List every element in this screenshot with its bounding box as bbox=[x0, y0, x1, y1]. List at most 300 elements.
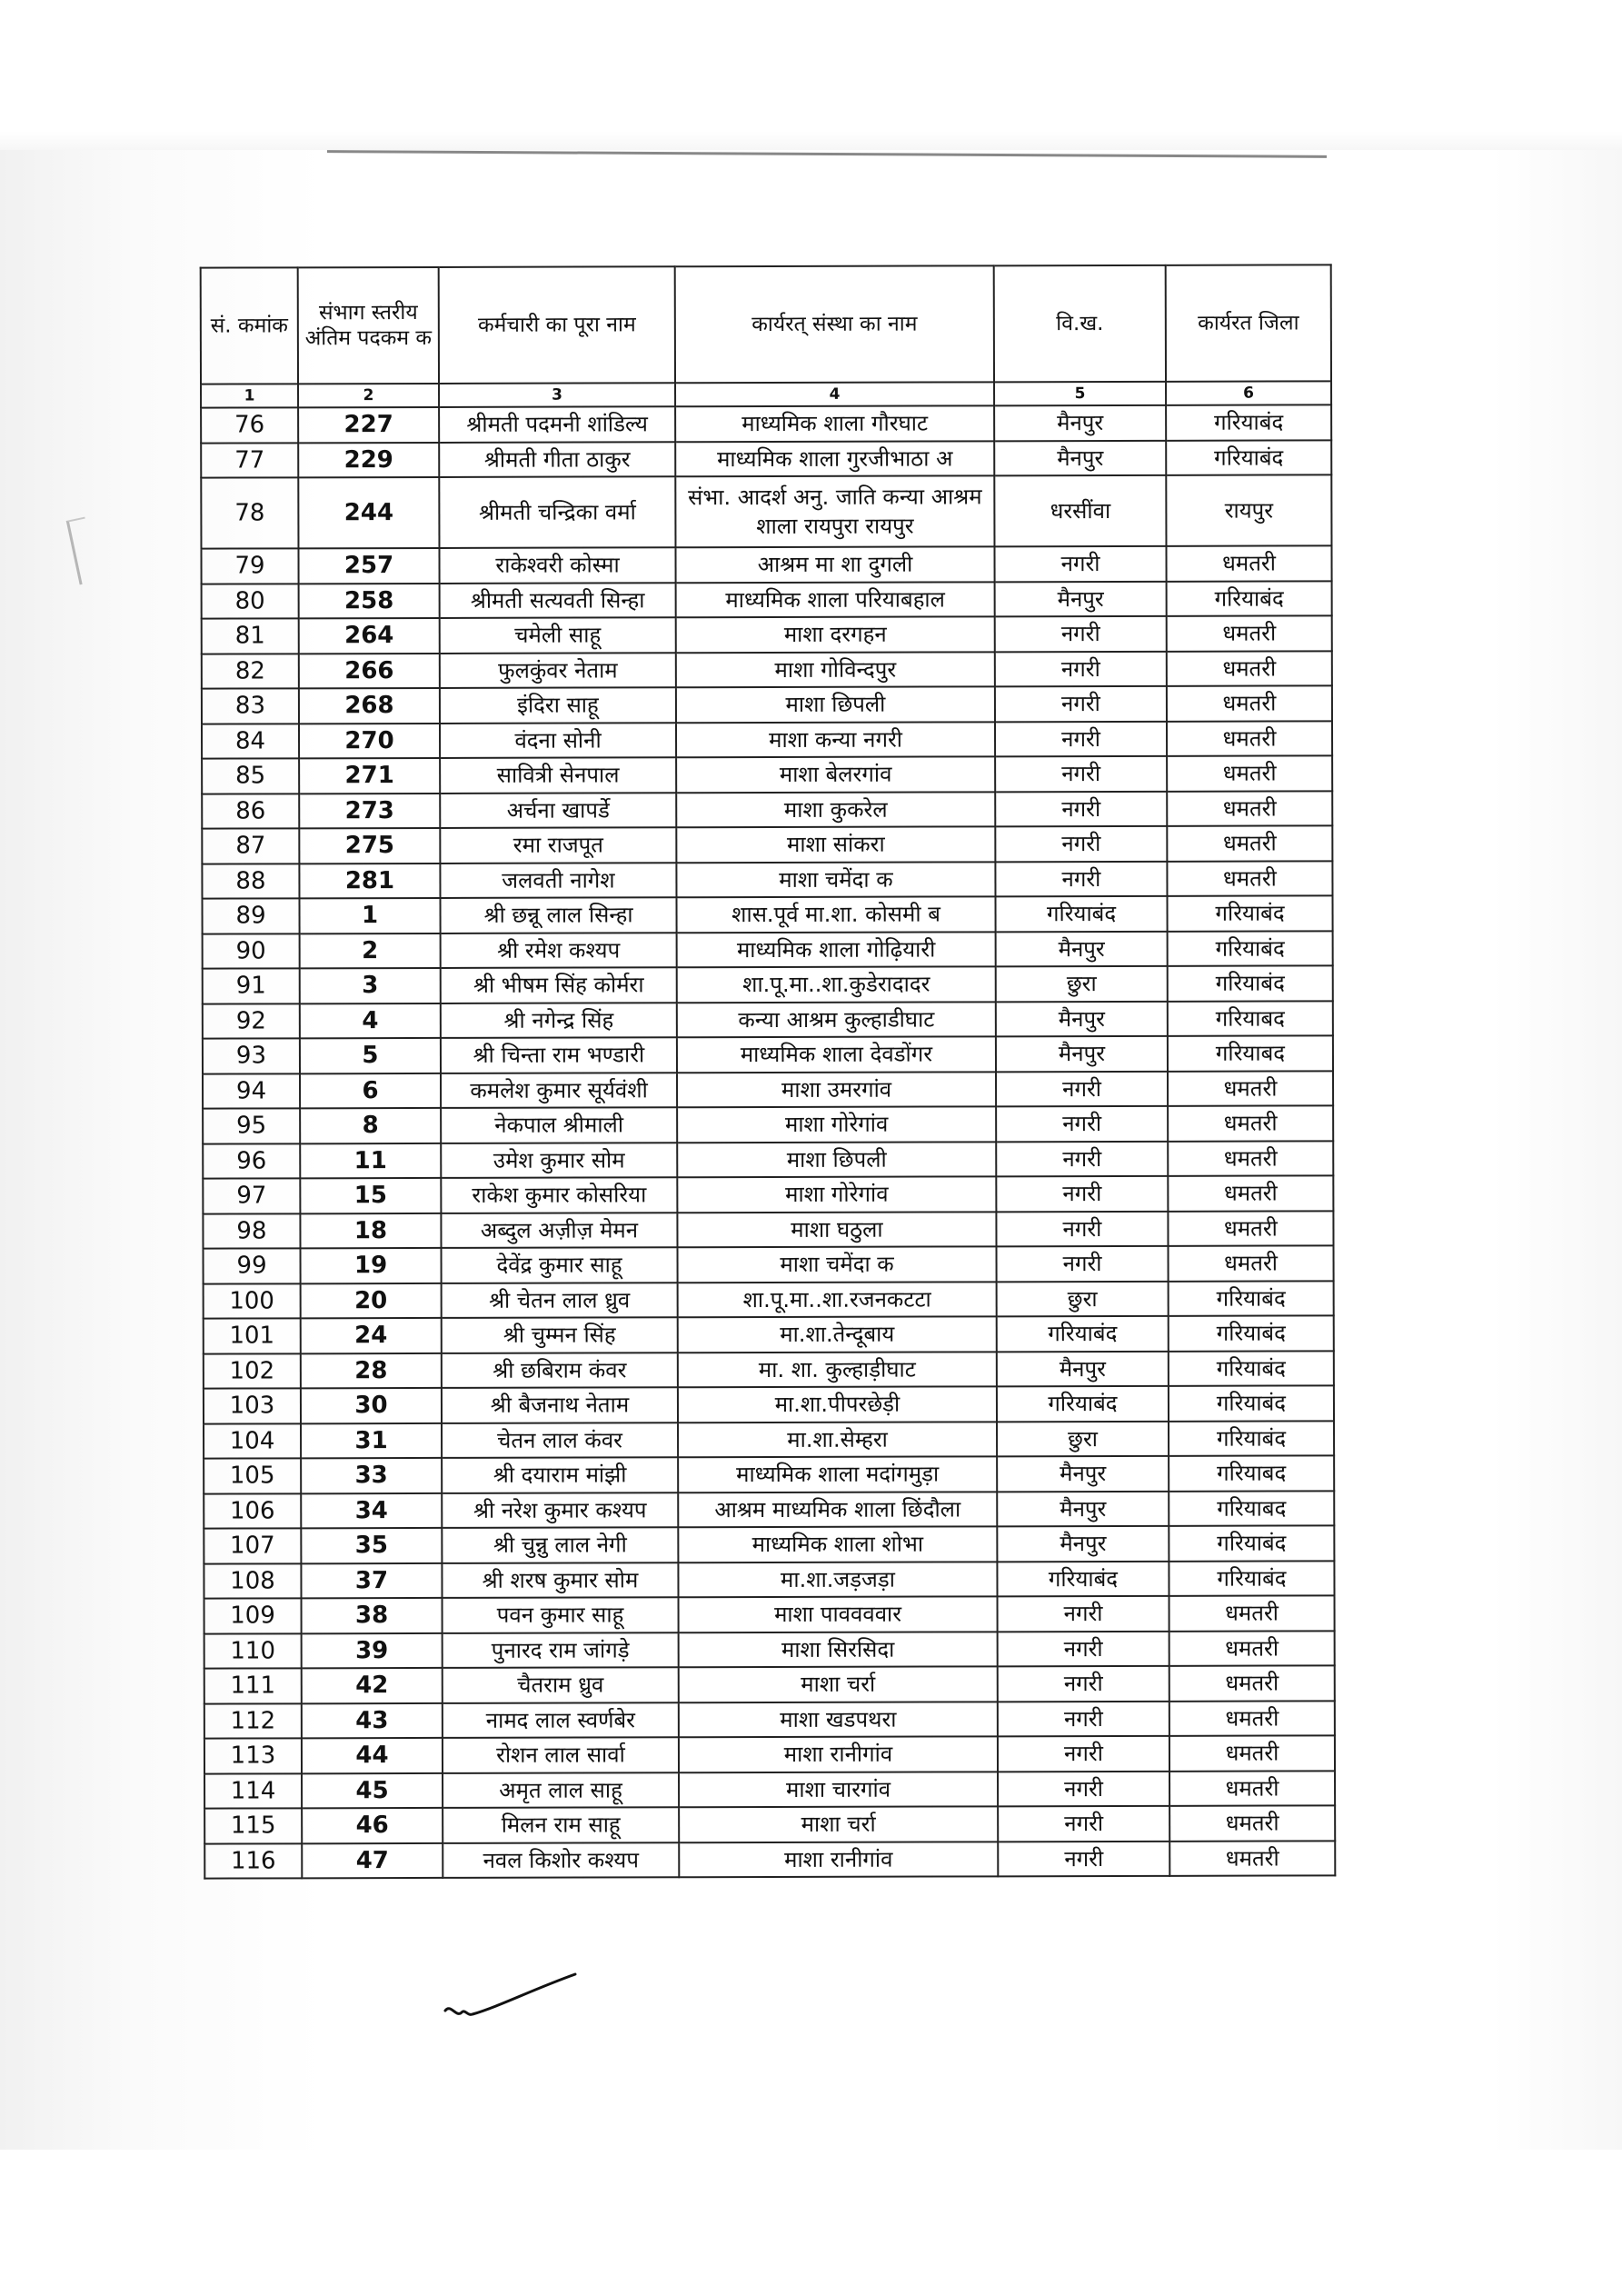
rank-cell: 227 bbox=[298, 407, 439, 443]
block-cell: मैनपुर bbox=[997, 1351, 1169, 1386]
serial-number-cell: 115 bbox=[204, 1808, 302, 1843]
institution-cell: माशा सांकरा bbox=[676, 826, 995, 862]
table-row bbox=[204, 1735, 1335, 1773]
employee-name-cell: श्रीमती गीता ठाकुर bbox=[439, 442, 675, 477]
serial-number-cell: 87 bbox=[202, 828, 299, 863]
block-cell: नगरी bbox=[996, 1211, 1168, 1246]
employee-name-cell: श्री चुम्मन सिंह bbox=[442, 1317, 678, 1353]
employee-name-cell: श्रीमती चन्द्रिका वर्मा bbox=[439, 476, 675, 548]
district-cell: धमतरी bbox=[1169, 1735, 1335, 1771]
block-cell: नगरी bbox=[997, 1246, 1169, 1282]
serial-number-cell: 110 bbox=[204, 1633, 302, 1669]
employee-name-cell: फुलकुंवर नेताम bbox=[440, 653, 676, 688]
table-body bbox=[201, 404, 1335, 1878]
column-number: 2 bbox=[298, 384, 439, 407]
institution-cell: माशा रानीगांव bbox=[679, 1842, 998, 1877]
table-row bbox=[203, 965, 1333, 1003]
district-cell: धमतरी bbox=[1168, 1175, 1333, 1211]
serial-number-cell: 97 bbox=[203, 1178, 300, 1213]
column-number-row bbox=[201, 381, 1331, 407]
employee-name-cell: श्रीमती पदमनी शांडिल्य bbox=[439, 406, 675, 442]
table-row bbox=[202, 825, 1332, 863]
district-cell: धमतरी bbox=[1169, 1841, 1335, 1876]
employee-name-cell: अब्दुल अज़ीज़ मेमन bbox=[441, 1213, 677, 1248]
district-cell: धमतरी bbox=[1169, 1701, 1335, 1736]
serial-number-cell: 113 bbox=[204, 1738, 302, 1773]
table-row bbox=[204, 1595, 1335, 1633]
rank-cell: 19 bbox=[301, 1248, 442, 1283]
institution-cell: आश्रम मा शा दुगली bbox=[675, 546, 994, 582]
district-cell: धमतरी bbox=[1166, 545, 1331, 581]
header-serial: सं. कमांक bbox=[201, 267, 298, 384]
rank-cell: 257 bbox=[298, 548, 439, 584]
block-cell: मैनपुर bbox=[996, 931, 1168, 966]
rank-cell: 30 bbox=[301, 1388, 442, 1423]
block-cell: नगरी bbox=[998, 1736, 1169, 1772]
block-cell: नगरी bbox=[998, 1631, 1169, 1666]
institution-cell: माशा दरगहन bbox=[676, 616, 995, 652]
column-number: 5 bbox=[994, 382, 1166, 405]
table-row bbox=[204, 1665, 1335, 1703]
serial-number-cell: 82 bbox=[202, 654, 299, 689]
rank-cell: 28 bbox=[301, 1353, 442, 1388]
district-cell: रायपुर bbox=[1166, 474, 1331, 545]
rank-cell: 2 bbox=[300, 933, 441, 968]
table-row bbox=[203, 1105, 1333, 1143]
block-cell: नगरी bbox=[996, 1141, 1168, 1176]
staff-table bbox=[200, 264, 1337, 1879]
institution-cell: माशा छिपली bbox=[676, 686, 995, 722]
institution-cell: शास.पूर्व मा.शा. कोसमी ब bbox=[676, 896, 995, 932]
scan-background bbox=[0, 0, 1622, 155]
employee-name-cell: पवन कुमार साहू bbox=[443, 1597, 679, 1632]
table-row bbox=[204, 1841, 1335, 1879]
column-number: 4 bbox=[675, 382, 994, 406]
district-cell: धमतरी bbox=[1169, 1595, 1335, 1631]
institution-cell: माध्यमिक शाला गोढ़ियारी bbox=[677, 932, 996, 967]
table-row bbox=[202, 861, 1332, 899]
block-cell: नगरी bbox=[998, 1841, 1169, 1876]
block-cell: नगरी bbox=[996, 1176, 1168, 1212]
rank-cell: 44 bbox=[302, 1738, 443, 1773]
block-cell: नगरी bbox=[996, 1106, 1168, 1142]
block-cell: नगरी bbox=[995, 616, 1167, 652]
table-row bbox=[202, 791, 1332, 829]
table-row bbox=[201, 545, 1331, 584]
rank-cell: 5 bbox=[300, 1038, 441, 1073]
table-row bbox=[204, 1491, 1334, 1529]
table-row bbox=[201, 474, 1331, 548]
rank-cell: 34 bbox=[301, 1492, 442, 1528]
institution-cell: माशा कन्या नगरी bbox=[676, 722, 995, 757]
table-row bbox=[203, 931, 1333, 969]
column-number: 1 bbox=[201, 384, 298, 407]
serial-number-cell: 90 bbox=[203, 933, 300, 969]
serial-number-cell: 100 bbox=[204, 1283, 301, 1319]
table-header-row bbox=[201, 265, 1331, 384]
table-row bbox=[202, 755, 1332, 794]
rank-cell: 6 bbox=[300, 1073, 441, 1108]
table-row bbox=[201, 404, 1331, 443]
institution-cell: माध्यमिक शाला देवडोंगर bbox=[677, 1036, 996, 1072]
rank-cell: 37 bbox=[301, 1562, 442, 1598]
block-cell: नगरी bbox=[995, 826, 1167, 862]
serial-number-cell: 76 bbox=[201, 407, 298, 443]
institution-cell: माध्यमिक शाला गौरघाट bbox=[675, 405, 994, 441]
serial-number-cell: 111 bbox=[204, 1668, 302, 1703]
district-cell: धमतरी bbox=[1169, 1805, 1335, 1841]
district-cell: धमतरी bbox=[1167, 791, 1332, 826]
district-cell: गरियाबंद bbox=[1169, 1281, 1334, 1316]
district-cell: धमतरी bbox=[1169, 1245, 1334, 1281]
table-row bbox=[202, 685, 1332, 724]
institution-cell: शा.पू.मा..शा.कुडेरादादर bbox=[677, 966, 996, 1002]
employee-name-cell: पुनारद राम जांगड़े bbox=[443, 1632, 679, 1668]
serial-number-cell: 93 bbox=[203, 1038, 300, 1073]
institution-cell: माशा रानीगांव bbox=[679, 1736, 998, 1772]
rank-cell: 11 bbox=[300, 1143, 441, 1178]
serial-number-cell: 81 bbox=[202, 618, 299, 654]
employee-name-cell: जलवती नागेश bbox=[440, 863, 676, 898]
header-employee-name: कर्मचारी का पूरा नाम bbox=[439, 266, 675, 384]
district-cell: गरियाबंद bbox=[1169, 1315, 1334, 1351]
rank-cell: 46 bbox=[302, 1808, 443, 1843]
district-cell: गरियाबद bbox=[1169, 1455, 1334, 1491]
district-cell: गरियाबंद bbox=[1169, 1561, 1334, 1596]
serial-number-cell: 80 bbox=[202, 584, 299, 619]
header-district: कार्यरत जिला bbox=[1166, 265, 1331, 381]
employee-name-cell: चैतराम ध्रुव bbox=[443, 1667, 679, 1702]
table-row bbox=[204, 1421, 1334, 1459]
institution-cell: माशा छिपली bbox=[677, 1142, 996, 1177]
district-cell: धमतरी bbox=[1168, 1071, 1333, 1106]
institution-cell: मा.शा.जड़जड़ा bbox=[678, 1562, 997, 1597]
institution-cell: माध्यमिक शाला शोभा bbox=[678, 1526, 997, 1562]
institution-cell: माध्यमिक शाला मदांगमुड़ा bbox=[678, 1456, 997, 1492]
rank-cell: 229 bbox=[298, 442, 439, 477]
block-cell: गरियाबंद bbox=[997, 1386, 1169, 1422]
institution-cell: माध्यमिक शाला गुरजीभाठा अ bbox=[675, 441, 994, 476]
rank-cell: 275 bbox=[299, 828, 440, 863]
employee-name-cell: चमेली साहू bbox=[440, 617, 676, 653]
district-cell: धमतरी bbox=[1167, 685, 1332, 721]
institution-cell: मा. शा. कुल्हाड़ीघाट bbox=[678, 1352, 997, 1387]
serial-number-cell: 84 bbox=[202, 724, 299, 759]
block-cell: नगरी bbox=[998, 1806, 1169, 1842]
employee-name-cell: श्री रमेश कश्यप bbox=[441, 933, 677, 968]
institution-cell: माशा चमेंदा क bbox=[678, 1246, 997, 1282]
block-cell: छुरा bbox=[996, 966, 1168, 1002]
rank-cell: 31 bbox=[301, 1423, 442, 1458]
table-row bbox=[203, 1175, 1333, 1213]
table-row bbox=[201, 440, 1331, 478]
employee-name-cell: श्रीमती सत्यवती सिन्हा bbox=[440, 583, 676, 618]
district-cell: गरियाबद bbox=[1168, 1035, 1333, 1071]
district-cell: धमतरी bbox=[1168, 1141, 1333, 1176]
district-cell: गरियाबंद bbox=[1169, 1351, 1334, 1386]
block-cell: गरियाबंद bbox=[997, 1316, 1169, 1352]
employee-name-cell: रमा राजपूत bbox=[440, 827, 676, 863]
district-cell: गरियाबंद bbox=[1167, 895, 1332, 931]
serial-number-cell: 104 bbox=[204, 1423, 301, 1459]
column-number: 3 bbox=[439, 383, 675, 407]
block-cell: मैनपुर bbox=[997, 1456, 1169, 1492]
district-cell: गरियाबंद bbox=[1169, 1421, 1334, 1456]
institution-cell: माशा चर्रा bbox=[679, 1666, 998, 1702]
table-row bbox=[204, 1351, 1334, 1389]
rank-cell: 271 bbox=[299, 758, 440, 794]
table-row bbox=[204, 1455, 1334, 1493]
district-cell: गरियाबद bbox=[1169, 1491, 1334, 1526]
employee-name-cell: श्री छबिराम कंवर bbox=[442, 1353, 678, 1388]
serial-number-cell: 112 bbox=[204, 1703, 302, 1739]
institution-cell: माशा सिरसिदा bbox=[679, 1632, 998, 1667]
block-cell: मैनपुर bbox=[995, 581, 1167, 616]
serial-number-cell: 99 bbox=[204, 1248, 301, 1283]
serial-number-cell: 103 bbox=[204, 1388, 301, 1423]
table-row bbox=[204, 1385, 1334, 1423]
institution-cell: माशा गोरेगांव bbox=[677, 1176, 996, 1212]
employee-name-cell: उमेश कुमार सोम bbox=[441, 1143, 677, 1178]
table-row bbox=[204, 1525, 1334, 1563]
institution-cell: माशा बेलरगांव bbox=[676, 756, 995, 792]
rank-cell: 3 bbox=[300, 968, 441, 1003]
block-cell: मैनपुर bbox=[994, 440, 1166, 475]
district-cell: धमतरी bbox=[1167, 651, 1332, 686]
rank-cell: 264 bbox=[299, 618, 440, 654]
table-row bbox=[203, 1071, 1333, 1109]
rank-cell: 24 bbox=[301, 1318, 442, 1353]
serial-number-cell: 98 bbox=[203, 1213, 300, 1249]
block-cell: मैनपुर bbox=[997, 1491, 1169, 1526]
block-cell: नगरी bbox=[995, 756, 1167, 792]
block-cell: नगरी bbox=[998, 1771, 1169, 1806]
table-row bbox=[203, 1141, 1333, 1179]
district-cell: गरियाबंद bbox=[1167, 581, 1332, 616]
employee-name-cell: श्री चेतन लाल ध्रुव bbox=[442, 1283, 678, 1318]
district-cell: गरियाबंद bbox=[1166, 404, 1331, 440]
rank-cell: 20 bbox=[301, 1283, 442, 1318]
rank-cell: 45 bbox=[302, 1772, 443, 1808]
employee-name-cell: चेतन लाल कंवर bbox=[442, 1423, 678, 1458]
serial-number-cell: 77 bbox=[201, 443, 298, 478]
serial-number-cell: 78 bbox=[201, 477, 298, 548]
rank-cell: 258 bbox=[299, 583, 440, 618]
rank-cell: 33 bbox=[301, 1458, 442, 1493]
employee-name-cell: राकेश्वरी कोस्मा bbox=[439, 547, 675, 583]
staff-table-container bbox=[200, 264, 1335, 1879]
institution-cell: शा.पू.मा..शा.रजनकटटा bbox=[678, 1282, 997, 1317]
employee-name-cell: श्री भीषम सिंह कोर्मरा bbox=[441, 967, 677, 1003]
serial-number-cell: 102 bbox=[204, 1353, 301, 1389]
serial-number-cell: 116 bbox=[204, 1843, 302, 1879]
rank-cell: 281 bbox=[299, 863, 440, 898]
institution-cell: माशा खडपथरा bbox=[679, 1702, 998, 1737]
block-cell: नगरी bbox=[998, 1596, 1169, 1632]
rank-cell: 47 bbox=[302, 1842, 443, 1878]
serial-number-cell: 89 bbox=[202, 898, 299, 933]
block-cell: नगरी bbox=[995, 686, 1167, 722]
block-cell: मैनपुर bbox=[994, 405, 1166, 441]
table-row bbox=[204, 1315, 1334, 1353]
institution-cell: मा.शा.तेन्दूबाय bbox=[678, 1316, 997, 1352]
rank-cell: 1 bbox=[299, 898, 440, 933]
employee-name-cell: अर्चना खापर्डे bbox=[440, 793, 676, 828]
header-block: वि.ख. bbox=[994, 265, 1166, 382]
handwritten-signature-icon bbox=[443, 1971, 580, 2025]
district-cell: धमतरी bbox=[1167, 755, 1332, 791]
rank-cell: 18 bbox=[300, 1213, 441, 1248]
block-cell: गरियाबंद bbox=[995, 896, 1167, 932]
table-row bbox=[204, 1771, 1335, 1809]
employee-name-cell: श्री बैजनाथ नेताम bbox=[442, 1387, 678, 1423]
employee-name-cell: राकेश कुमार कोसरिया bbox=[441, 1177, 677, 1213]
employee-name-cell: देवेंद्र कुमार साहू bbox=[442, 1247, 678, 1283]
rank-cell: 4 bbox=[300, 1003, 441, 1038]
rank-cell: 273 bbox=[299, 793, 440, 828]
column-number: 6 bbox=[1166, 381, 1331, 404]
employee-name-cell: श्री नरेश कुमार कश्यप bbox=[442, 1492, 678, 1528]
table-row bbox=[203, 1001, 1333, 1039]
employee-name-cell: वंदना सोनी bbox=[440, 723, 676, 758]
employee-name-cell: श्री चिन्ता राम भण्डारी bbox=[441, 1037, 677, 1073]
employee-name-cell: श्री नगेन्द्र सिंह bbox=[441, 1003, 677, 1038]
serial-number-cell: 91 bbox=[203, 968, 300, 1003]
rank-cell: 270 bbox=[299, 723, 440, 758]
block-cell: धरसींवा bbox=[994, 475, 1166, 546]
rank-cell: 266 bbox=[299, 653, 440, 688]
table-row bbox=[204, 1245, 1334, 1283]
district-cell: धमतरी bbox=[1168, 1105, 1333, 1141]
block-cell: मैनपुर bbox=[997, 1526, 1169, 1562]
table-row bbox=[202, 721, 1332, 759]
institution-cell: माशा चारगांव bbox=[679, 1772, 998, 1807]
serial-number-cell: 106 bbox=[204, 1493, 301, 1529]
institution-cell: माशा घठुला bbox=[677, 1212, 996, 1247]
employee-name-cell: श्री छन्नू लाल सिन्हा bbox=[440, 897, 676, 933]
employee-name-cell: नामद लाल स्वर्णबेर bbox=[443, 1702, 679, 1738]
serial-number-cell: 79 bbox=[201, 548, 298, 584]
serial-number-cell: 88 bbox=[202, 863, 299, 899]
rank-cell: 244 bbox=[298, 477, 439, 548]
district-cell: गरियाबंद bbox=[1169, 1385, 1334, 1421]
district-cell: गरियाबद bbox=[1168, 1001, 1333, 1036]
table-row bbox=[204, 1701, 1335, 1739]
district-cell: गरियाबंद bbox=[1169, 1525, 1334, 1561]
employee-name-cell: नवल किशोर कश्यप bbox=[443, 1842, 679, 1878]
block-cell: नगरी bbox=[995, 791, 1167, 826]
serial-number-cell: 107 bbox=[204, 1528, 301, 1563]
table-row bbox=[203, 1211, 1333, 1249]
institution-cell: आश्रम माध्यमिक शाला छिंदौला bbox=[678, 1492, 997, 1527]
district-cell: धमतरी bbox=[1167, 721, 1332, 756]
rank-cell: 38 bbox=[302, 1598, 443, 1633]
institution-cell: माशा गोविन्दपुर bbox=[676, 652, 995, 687]
table-row bbox=[203, 1035, 1333, 1073]
employee-name-cell: अमृत लाल साहू bbox=[443, 1772, 679, 1808]
serial-number-cell: 105 bbox=[204, 1458, 301, 1493]
employee-name-cell: श्री शरष कुमार सोम bbox=[442, 1562, 678, 1598]
institution-cell: माध्यमिक शाला परियाबहाल bbox=[676, 582, 995, 617]
table-row bbox=[202, 895, 1332, 933]
district-cell: गरियाबंद bbox=[1168, 931, 1333, 966]
rank-cell: 8 bbox=[300, 1108, 441, 1143]
rank-cell: 268 bbox=[299, 688, 440, 724]
employee-name-cell: कमलेश कुमार सूर्यवंशी bbox=[441, 1073, 677, 1108]
institution-cell: मा.शा.सेम्हरा bbox=[678, 1422, 997, 1457]
block-cell: नगरी bbox=[994, 546, 1166, 582]
table-row bbox=[204, 1805, 1335, 1843]
table-row bbox=[202, 615, 1332, 654]
institution-cell: संभा. आदर्श अनु. जाति कन्या आश्रम शाला रायपुरा रायपुर bbox=[675, 475, 994, 547]
table-row bbox=[204, 1561, 1334, 1599]
table-row bbox=[202, 581, 1332, 619]
table-row bbox=[204, 1631, 1335, 1669]
district-cell: धमतरी bbox=[1169, 1631, 1335, 1666]
district-cell: गरियाबंद bbox=[1166, 440, 1331, 475]
serial-number-cell: 114 bbox=[204, 1773, 302, 1809]
employee-name-cell: इंदिरा साहू bbox=[440, 687, 676, 723]
table-row bbox=[204, 1281, 1334, 1319]
employee-name-cell: नेकपाल श्रीमाली bbox=[441, 1107, 677, 1143]
district-cell: धमतरी bbox=[1167, 861, 1332, 896]
header-rank: संभाग स्तरीय अंतिम पदकम क bbox=[298, 267, 439, 384]
block-cell: छुरा bbox=[997, 1421, 1169, 1456]
block-cell: नगरी bbox=[998, 1701, 1169, 1736]
block-cell: नगरी bbox=[995, 651, 1167, 686]
institution-cell: माशा गोरेगांव bbox=[677, 1106, 996, 1142]
employee-name-cell: मिलन राम साहू bbox=[443, 1807, 679, 1842]
institution-cell: माशा पाववववार bbox=[679, 1596, 998, 1632]
table-row bbox=[202, 651, 1332, 689]
block-cell: नगरी bbox=[995, 861, 1167, 896]
institution-cell: माशा चमेंदा क bbox=[676, 862, 995, 897]
block-cell: गरियाबंद bbox=[997, 1561, 1169, 1596]
serial-number-cell: 101 bbox=[204, 1318, 301, 1353]
institution-cell: कन्या आश्रम कुल्हाडीघाट bbox=[677, 1002, 996, 1037]
serial-number-cell: 83 bbox=[202, 688, 299, 724]
serial-number-cell: 86 bbox=[202, 794, 299, 829]
block-cell: छुरा bbox=[997, 1281, 1169, 1316]
institution-cell: माशा कुकरेल bbox=[676, 792, 995, 827]
institution-cell: माशा चर्रा bbox=[679, 1806, 998, 1842]
institution-cell: माशा उमरगांव bbox=[677, 1072, 996, 1107]
block-cell: नगरी bbox=[995, 721, 1167, 756]
district-cell: धमतरी bbox=[1169, 1771, 1335, 1806]
district-cell: धमतरी bbox=[1169, 1665, 1335, 1701]
employee-name-cell: श्री चुन्नु लाल नेगी bbox=[442, 1527, 678, 1562]
block-cell: मैनपुर bbox=[996, 1001, 1168, 1036]
rank-cell: 43 bbox=[302, 1702, 443, 1738]
block-cell: मैनपुर bbox=[996, 1036, 1168, 1072]
serial-number-cell: 96 bbox=[203, 1143, 300, 1179]
rank-cell: 15 bbox=[300, 1178, 441, 1213]
employee-name-cell: श्री दयाराम मांझी bbox=[442, 1457, 678, 1492]
district-cell: धमतरी bbox=[1167, 615, 1332, 651]
header-institution: कार्यरत् संस्था का नाम bbox=[675, 265, 994, 383]
serial-number-cell: 95 bbox=[203, 1108, 300, 1143]
rank-cell: 39 bbox=[302, 1632, 443, 1668]
block-cell: नगरी bbox=[998, 1666, 1169, 1702]
serial-number-cell: 92 bbox=[203, 1003, 300, 1039]
serial-number-cell: 109 bbox=[204, 1598, 302, 1633]
employee-name-cell: सावित्री सेनपाल bbox=[440, 757, 676, 793]
district-cell: धमतरी bbox=[1168, 1211, 1333, 1246]
serial-number-cell: 108 bbox=[204, 1563, 301, 1599]
rank-cell: 42 bbox=[302, 1668, 443, 1703]
serial-number-cell: 94 bbox=[203, 1073, 300, 1109]
block-cell: नगरी bbox=[996, 1071, 1168, 1106]
